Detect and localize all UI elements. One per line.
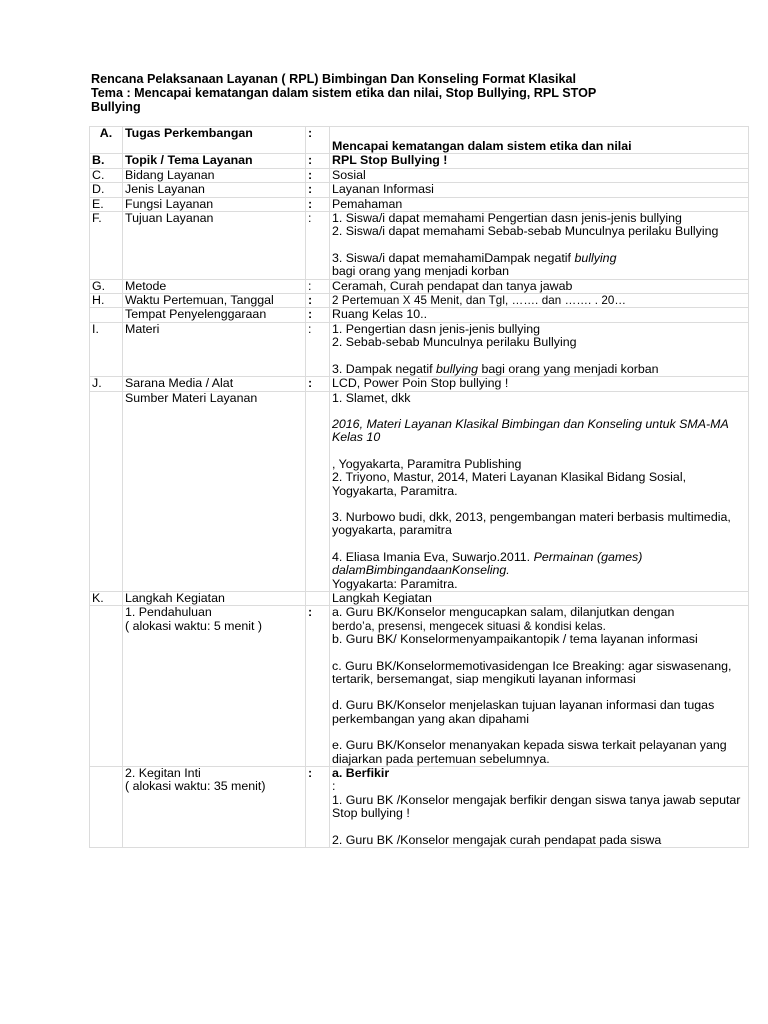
row-colon: : bbox=[306, 308, 330, 322]
row-langkah bbox=[90, 591, 749, 605]
row-label bbox=[123, 767, 306, 848]
row-colon: : bbox=[306, 606, 330, 767]
row-tempat bbox=[90, 308, 749, 322]
pendahuluan-b: b. Guru BK/ Konselormenyampaikantopik / tema layanan informasi bbox=[332, 632, 698, 647]
row-label bbox=[123, 606, 306, 767]
row-code: G. bbox=[90, 279, 123, 293]
document-heading bbox=[91, 72, 711, 114]
tujuan-item-3: 3. Siswa/i dapat memahamiDampak negatif bullying bbox=[332, 250, 617, 265]
row-code: E. bbox=[90, 197, 123, 211]
row-colon: : bbox=[306, 197, 330, 211]
materi-item-3: 3. Dampak negatif bullying bagi orang yang menjadi korban bbox=[332, 361, 659, 376]
row-code bbox=[90, 308, 123, 322]
row-value bbox=[330, 212, 749, 280]
row-value: RPL Stop Bullying ! bbox=[330, 154, 749, 168]
row-colon: : bbox=[306, 183, 330, 197]
sumber-item-4: 4. Eliasa Imania Eva, Suwarjo.2011. Permainan (games) dalamBimbingandaanKonseling. bbox=[332, 549, 643, 578]
row-label: Waktu Pertemuan, Tanggal bbox=[123, 294, 306, 308]
row-colon: : bbox=[306, 294, 330, 308]
sumber-item-4-publisher: Yogyakarta: Paramitra. bbox=[332, 576, 458, 591]
heading-line-1: Rencana Pelaksanaan Layanan ( RPL) Bimbingan Dan Konseling Format Klasikal bbox=[91, 72, 576, 86]
row-jenis bbox=[90, 183, 749, 197]
row-code bbox=[90, 767, 123, 848]
row-label: Jenis Layanan bbox=[123, 183, 306, 197]
row-value: Ruang Kelas 10.. bbox=[330, 308, 749, 322]
row-colon: : bbox=[306, 127, 330, 154]
sumber-item-1: 1. Slamet, dkk bbox=[332, 390, 411, 405]
row-code: K. bbox=[90, 591, 123, 605]
row-topik bbox=[90, 154, 749, 168]
pendahuluan-label: 1. Pendahuluan bbox=[125, 605, 212, 620]
row-code: D. bbox=[90, 183, 123, 197]
row-value: Langkah Kegiatan bbox=[330, 591, 749, 605]
rpl-table bbox=[89, 126, 749, 848]
row-value bbox=[330, 767, 749, 848]
sumber-item-1-title: 2016, Materi Layanan Klasikal Bimbingan dan Konseling untuk SMA-MA Kelas 10 bbox=[332, 416, 729, 445]
row-label: Langkah Kegiatan bbox=[123, 591, 306, 605]
row-label: Bidang Layanan bbox=[123, 168, 306, 182]
sumber-item-2: 2. Triyono, Mastur, 2014, Materi Layanan Klasikal Bidang Sosial, Yogyakarta, Paramitra. bbox=[332, 470, 687, 498]
row-label: Tugas Perkembangan bbox=[123, 127, 306, 154]
row-metode bbox=[90, 279, 749, 293]
row-code: J. bbox=[90, 377, 123, 391]
inti-berfikir: a. Berfikir bbox=[332, 766, 390, 781]
row-value: 2 Pertemuan X 45 Menit, dan Tgl, ……. dan ……. . 20… bbox=[330, 294, 749, 308]
row-kegiatan-inti bbox=[90, 767, 749, 848]
row-colon: : bbox=[306, 154, 330, 168]
pendahuluan-a: a. Guru BK/Konselor mengucapkan salam, dilanjutkan dengan bbox=[332, 605, 675, 620]
row-code bbox=[90, 606, 123, 767]
row-waktu bbox=[90, 294, 749, 308]
pendahuluan-d: d. Guru BK/Konselor menjelaskan tujuan layanan informasi dan tugas perkembangan yang akan dipahami bbox=[332, 698, 715, 726]
row-materi bbox=[90, 322, 749, 376]
row-value: Ceramah, Curah pendapat dan tanya jawab bbox=[330, 279, 749, 293]
row-label: Sarana Media / Alat bbox=[123, 377, 306, 391]
materi-item-1: 1. Pengertian dasn jenis-jenis bullying bbox=[332, 321, 541, 336]
row-code: I. bbox=[90, 322, 123, 376]
row-colon: : bbox=[306, 168, 330, 182]
heading-line-3: Bullying bbox=[91, 100, 141, 114]
row-label: Materi bbox=[123, 322, 306, 376]
row-colon: : bbox=[306, 322, 330, 376]
row-value bbox=[330, 322, 749, 376]
heading-line-2: Tema : Mencapai kematangan dalam sistem etika dan nilai, Stop Bullying, RPL STOP bbox=[91, 86, 597, 100]
materi-item-2: 2. Sebab-sebab Munculnya perilaku Bullying bbox=[332, 335, 577, 350]
row-value bbox=[330, 391, 749, 591]
inti-colon: : bbox=[332, 779, 336, 794]
row-label: Fungsi Layanan bbox=[123, 197, 306, 211]
tujuan-item-1: 1. Siswa/i dapat memahami Pengertian dasn jenis-jenis bullying bbox=[332, 211, 682, 226]
pendahuluan-alokasi: ( alokasi waktu: 5 menit ) bbox=[125, 618, 263, 633]
row-label: Metode bbox=[123, 279, 306, 293]
row-code: B. bbox=[90, 154, 123, 168]
sumber-item-1-publisher: , Yogyakarta, Paramitra Publishing bbox=[332, 456, 522, 471]
row-code: A. bbox=[90, 127, 123, 154]
pendahuluan-a-cont: berdo’a, presensi, mengecek situasi & kondisi kelas. bbox=[332, 619, 606, 633]
row-colon bbox=[306, 391, 330, 591]
row-value: Sosial bbox=[330, 168, 749, 182]
row-colon: : bbox=[306, 279, 330, 293]
inti-label: 2. Kegitan Inti bbox=[125, 766, 201, 781]
pendahuluan-c: c. Guru BK/Konselormemotivasidengan Ice Breaking: agar siswasenang, tertarik, bersemangat, siap mengikuti layanan informasi bbox=[332, 658, 732, 686]
row-tugas-perkembangan bbox=[90, 127, 749, 154]
row-label: Tempat Penyelenggaraan bbox=[123, 308, 306, 322]
row-code bbox=[90, 391, 123, 591]
row-sumber bbox=[90, 391, 749, 591]
row-pendahuluan bbox=[90, 606, 749, 767]
row-tujuan bbox=[90, 212, 749, 280]
row-bidang bbox=[90, 168, 749, 182]
row-label: Sumber Materi Layanan bbox=[123, 391, 306, 591]
inti-alokasi: ( alokasi waktu: 35 menit) bbox=[125, 779, 266, 794]
row-code: C. bbox=[90, 168, 123, 182]
row-colon: : bbox=[306, 377, 330, 391]
row-fungsi bbox=[90, 197, 749, 211]
row-value: Layanan Informasi bbox=[330, 183, 749, 197]
row-colon bbox=[306, 591, 330, 605]
tujuan-item-2: 2. Siswa/i dapat memahami Sebab-sebab Munculnya perilaku Bullying bbox=[332, 224, 719, 239]
row-value bbox=[330, 606, 749, 767]
tujuan-item-3-cont: bagi orang yang menjadi korban bbox=[332, 264, 510, 279]
row-colon: : bbox=[306, 767, 330, 848]
row-code: H. bbox=[90, 294, 123, 308]
row-sarana bbox=[90, 377, 749, 391]
row-value: Mencapai kematangan dalam sistem etika dan nilai bbox=[330, 127, 749, 154]
row-value: LCD, Power Poin Stop bullying ! bbox=[330, 377, 749, 391]
row-label: Tujuan Layanan bbox=[123, 212, 306, 280]
inti-item-2: 2. Guru BK /Konselor mengajak curah pendapat pada siswa bbox=[332, 832, 662, 847]
inti-item-1: 1. Guru BK /Konselor mengajak berfikir dengan siswa tanya jawab seputar Stop bullying ! bbox=[332, 792, 741, 821]
row-colon: : bbox=[306, 212, 330, 280]
row-value: Pemahaman bbox=[330, 197, 749, 211]
sumber-item-3: 3. Nurbowo budi, dkk, 2013, pengembangan materi berbasis multimedia, yogyakarta, paramitra bbox=[332, 509, 731, 538]
row-label: Topik / Tema Layanan bbox=[123, 154, 306, 168]
row-code: F. bbox=[90, 212, 123, 280]
pendahuluan-e: e. Guru BK/Konselor menanyakan kepada siswa terkait pelayanan yang diajarkan pada pertemuan sebelumnya. bbox=[332, 738, 727, 766]
